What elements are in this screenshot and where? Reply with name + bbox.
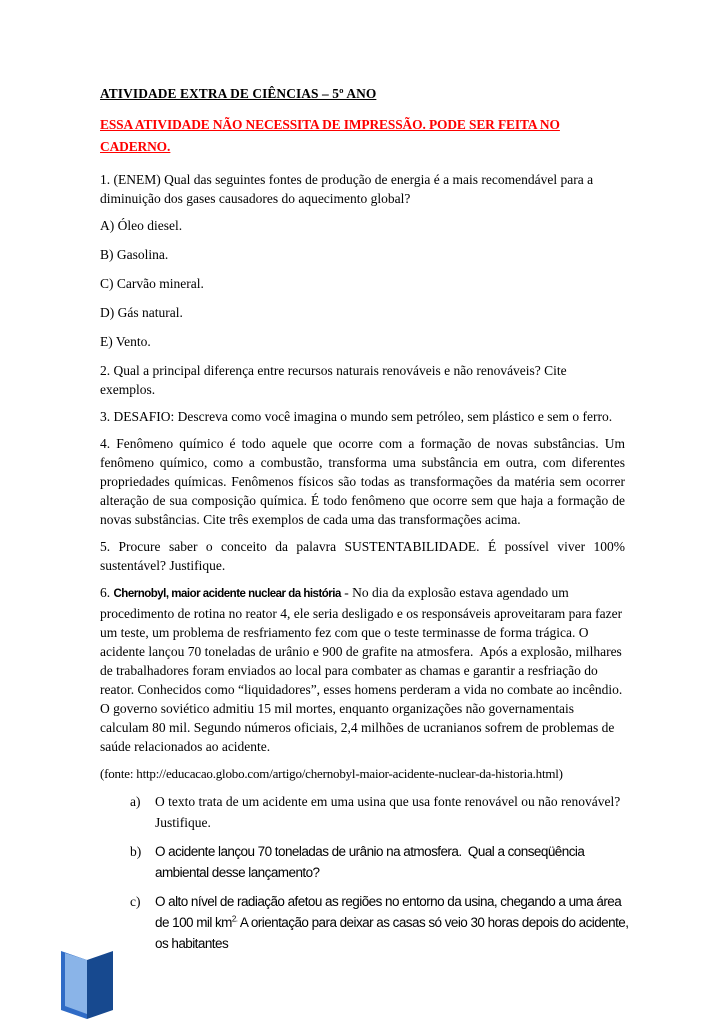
option-c: C) Carvão mineral.	[100, 276, 204, 291]
subquestion-a	[100, 791, 625, 833]
question-6-body: - No dia da explosão estava agendado um procedimento de rotina no reator 4, ele seria desligado e os responsáveis aproveitaram para fazer um teste, um problema de resfriamento fez com que o teste terminasse de forma trágica. O acidente lançou 70 toneladas de urânio e 900 de grafite na atmosfera. Após a explosão, milhares de trabalhadores foram enviados ao local para combater as chamas e garantir a resfriação do reator. Conhecidos como “liquidadores”, esses homens perderam a vida no combate ao incêndio. O governo soviético admitiu 15 mil mortes, enquanto organizações não governamentais calculam 80 mil. Segundo números oficiais, 2,4 milhões de ucranianos sofrem de problemas de saúde relacionados ao acidente.	[100, 585, 623, 754]
subquestion-b-marker: b)	[130, 844, 142, 859]
no-print-notice	[100, 114, 625, 158]
studylib-logo	[57, 948, 117, 1020]
notice-line-2: CADERNO.	[100, 139, 171, 154]
question-4: 4. Fenômeno químico é todo aquele que ocorre com a formação de novas substâncias. Um fenômeno químico, como a combustão, transforma uma substância em outra, com diferentes propriedades químicas. Fenômenos físicos são todas as transformações da matéria sem ocorrer alteração de sua composição química. É todo fenômeno que ocorre sem que haja a formação de novas substâncias. Cite três exemplos de cada uma das transformações acima.	[100, 436, 625, 527]
subquestion-c-text	[155, 891, 633, 954]
subquestion-c-text-end: A orientação para deixar as casas só veio 30 horas depois do acidente, os habitantes	[155, 915, 629, 951]
question-2: 2. Qual a principal diferença entre recursos naturais renováveis e não renováveis? Cite exemplos.	[100, 363, 567, 397]
question-3: 3. DESAFIO: Descreva como você imagina o mundo sem petróleo, sem plástico e sem o ferro.	[100, 409, 613, 424]
question-6-heading: Chernobyl, maior acidente nuclear da história	[113, 588, 341, 600]
subquestion-b	[100, 841, 625, 883]
subquestion-a-text: O texto trata de um acidente em uma usina que usa fonte renovável ou não renovável? Justifique.	[155, 794, 621, 830]
subquestion-a-marker: a)	[130, 794, 141, 809]
subquestion-b-text: O acidente lançou 70 toneladas de urânio na atmosfera. Qual a conseqüência ambiental desse lançamento?	[155, 844, 585, 880]
squared-superscript: 2.	[231, 914, 238, 924]
notice-line-1: ESSA ATIVIDADE NÃO NECESSITA DE IMPRESSÃO. PODE SER FEITA NO	[100, 117, 560, 132]
subquestion-c-marker: c)	[130, 894, 141, 909]
option-b: B) Gasolina.	[100, 247, 169, 262]
subquestion-c-text-start: O alto nível de radiação afetou as regiões no entorno da usina, chegando a uma área de 100 mil km	[155, 894, 622, 930]
option-a: A) Óleo diesel.	[100, 218, 183, 233]
page-title: ATIVIDADE EXTRA DE CIÊNCIAS – 5º ANO	[100, 86, 377, 101]
question-6-number: 6.	[100, 585, 114, 600]
subquestion-c	[100, 891, 629, 954]
source-reference: (fonte: http://educacao.globo.com/artigo/chernobyl-maior-acidente-nuclear-da-historia.html)	[100, 766, 563, 781]
question-5: 5. Procure saber o conceito da palavra SUSTENTABILIDADE. É possível viver 100% sustentável? Justifique.	[100, 539, 625, 573]
question-6	[100, 583, 625, 756]
document-content	[100, 86, 629, 962]
open-book-icon	[57, 948, 117, 1020]
option-e: E) Vento.	[100, 334, 151, 349]
option-d: D) Gás natural.	[100, 305, 183, 320]
question-1: 1. (ENEM) Qual das seguintes fontes de produção de energia é a mais recomendável para a diminuição dos gases causadores do aquecimento global?	[100, 172, 594, 206]
